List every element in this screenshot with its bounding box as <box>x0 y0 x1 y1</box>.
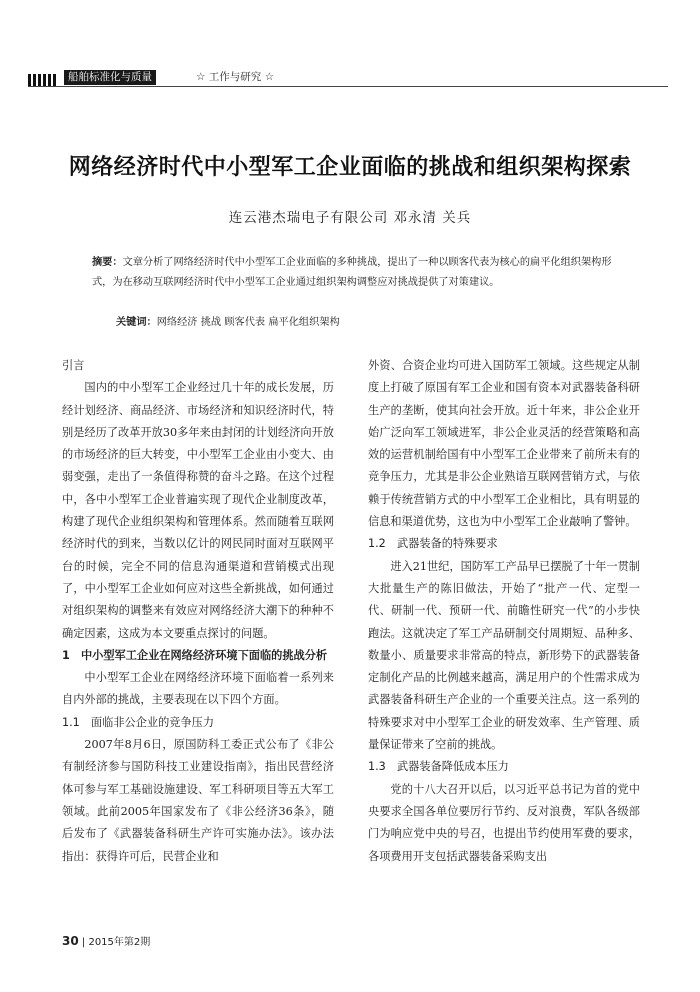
section-1-1-heading: 1.1 面临非公企业的竞争压力 <box>62 715 215 729</box>
abstract-text: 文章分析了网络经济时代中小型军工企业面临的多种挑战，提出了一种以顾客代表为核心的扁平化组织架构形式，为在移动互联网经济时代中小型军工企业通过组织架构调整应对挑战提供了对策建议。 <box>92 257 612 288</box>
right-column <box>368 355 640 868</box>
page-number: 30 <box>62 934 79 948</box>
intro-paragraph: 国内的中小型军工企业经过几十年的成长发展，历经计划经济、商品经济、市场经济和知识经济时代，特别是经历了改革开放30多年来由封闭的计划经济向开放的市场经济的巨大转变，中小型军工企业由小变大、由弱变强，走出了一条值得称赞的奋斗之路。在这个过程中，各中小型军工企业普遍实现了现代企业制度改革，构建了现代企业组织架构和管理体系。然而随着互联网经济时代的到来，当数以亿计的网民同时面对互联网平台的时候，完全不同的信息沟通渠道和营销模式出现了，中小型军工企业如何应对这些全新挑战，如何通过对组织架构的调整来有效应对网络经济大潮下的种种不确定因素，这成为本文要重点探讨的问题。 <box>62 381 334 640</box>
header-stripes <box>28 71 58 90</box>
magazine-name: 船舶标准化与质量 <box>64 70 156 85</box>
section-name: ☆ 工作与研究 ☆ <box>196 71 275 83</box>
section-1-2-heading: 1.2 武器装备的特殊要求 <box>368 537 498 551</box>
section-1-paragraph: 中小型军工企业在网络经济环境下面临着一系列来自内外部的挑战，主要表现在以下四个方面。 <box>62 671 334 707</box>
intro-heading: 引言 <box>62 359 85 372</box>
keywords-label: 关键词： <box>116 317 157 328</box>
page-footer <box>62 933 150 948</box>
keywords <box>116 313 616 333</box>
keywords-text: 网络经济 挑战 顾客代表 扁平化组织架构 <box>156 317 340 328</box>
abstract <box>92 253 612 293</box>
article-authors: 连云港杰瑞电子有限公司 邓永清 关兵 <box>228 210 472 226</box>
section-1-2-paragraph: 进入21世纪，国防军工产品早已摆脱了十年一贯制大批量生产的陈旧做法，开始了“批产一代、定型一代、研制一代、预研一代、前瞻性研究一代”的小步快跑法。这就决定了军工产品研制交付周期短、品种多、数量小、质量要求非常高的特点，新形势下的武器装备定制化产品的比例越来越高，满足用户的个性需求成为武器装备科研生产企业的一个重要关注点。这一系列的特殊要求对中小型军工企业的研发效率、生产管理、质量保证带来了空前的挑战。 <box>368 559 640 752</box>
section-1-1-paragraph: 2007年8月6日，原国防科工委正式公布了《非公有制经济参与国防科技工业建设指南》，指出民营经济体可参与军工基础设施建设、军工科研项目等五大军工领域。此前2005年国家发布了《非公经济36条》，随后发布了《武器装备科研生产许可实施办法》。该办法指出：获得许可后，民营企业和 <box>62 738 334 863</box>
footer-separator: | <box>81 937 89 948</box>
section-1-3-heading: 1.3 武器装备降低成本压力 <box>368 760 509 774</box>
abstract-label: 摘要： <box>92 257 123 268</box>
article-title: 网络经济时代中小型军工企业面临的挑战和组织架构探索 <box>68 155 632 180</box>
issue-label: 2015年第2期 <box>88 937 151 948</box>
section-1-1-continued: 外资、合资企业均可进入国防军工领域。这些规定从制度上打破了原国有军工企业和国有资本对武器装备科研生产的垄断，使其向社会开放。近十年来，非公企业开始广泛向军工领域进军，非公企业灵活的经营策略和高效的运营机制给国有中小型军工企业带来了前所未有的竞争压力，尤其是非公企业熟谙互联网营销方式，与依赖于传统营销方式的中小型军工企业相比，具有明显的信息和渠道优势，这也为中小型军工企业敲响了警钟。 <box>368 359 640 529</box>
left-column <box>62 355 334 868</box>
running-header <box>28 70 668 87</box>
section-1-3-paragraph: 党的十八大召开以后，以习近平总书记为首的党中央要求全国各单位要厉行节约、反对浪费，军队各级部门为响应党中央的号召，也提出节约使用军费的要求，各项费用开支包括武器装备采购支出 <box>368 782 640 863</box>
section-1-heading: 1 中小型军工企业在网络经济环境下面临的挑战分析 <box>62 648 328 662</box>
